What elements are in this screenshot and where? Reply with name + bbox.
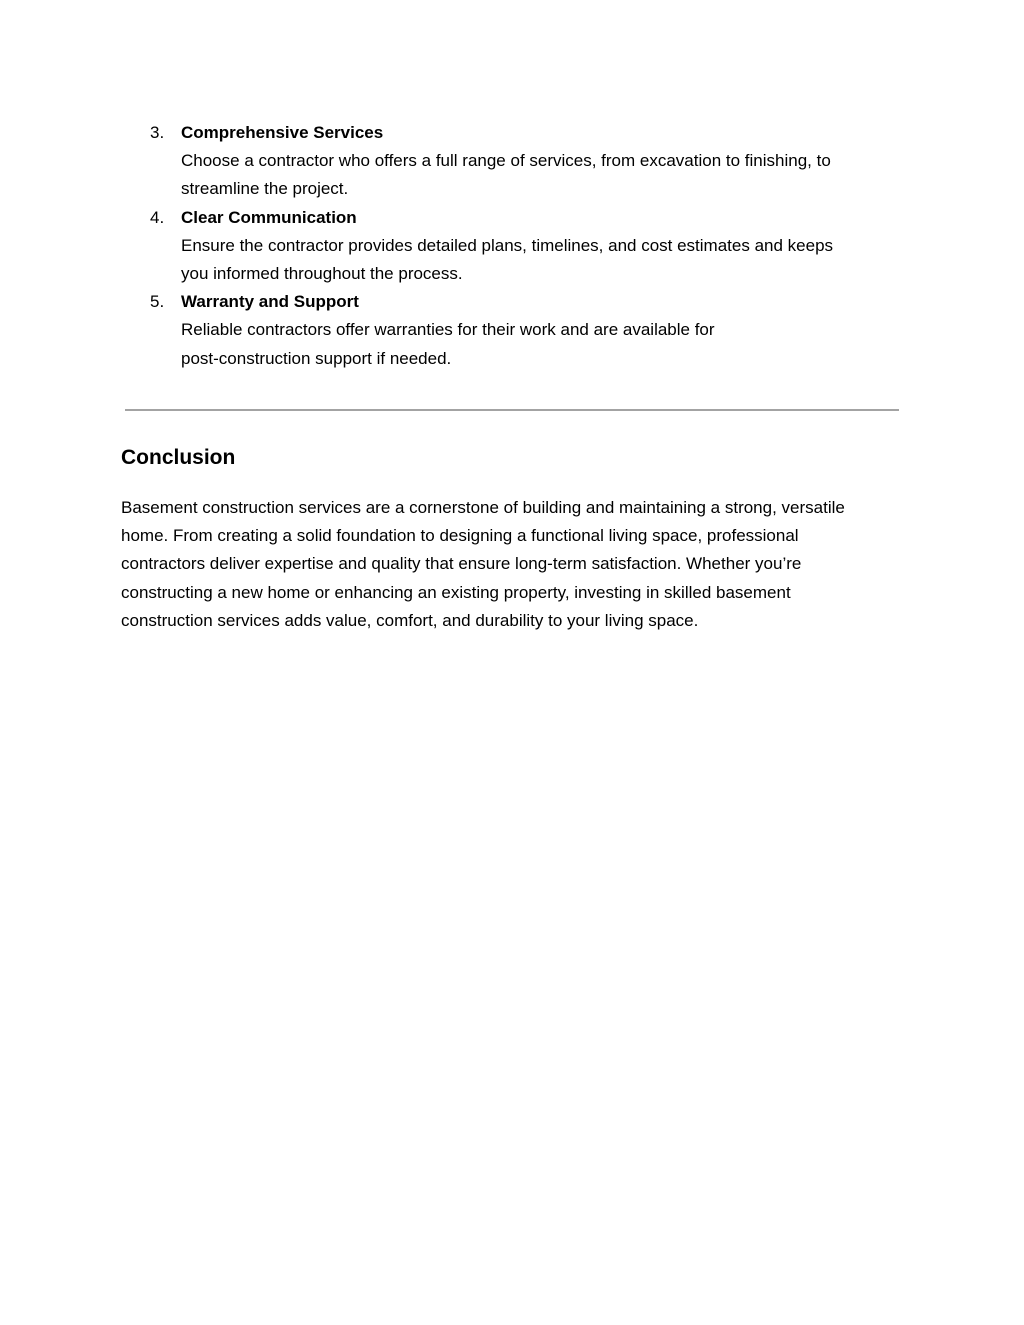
numbered-list	[148, 119, 908, 373]
conclusion-heading: Conclusion	[121, 446, 236, 469]
list-item	[148, 204, 908, 289]
paragraph-line: Basement construction services are a cornerstone of building and maintaining a strong, versatile	[121, 498, 845, 517]
list-item-text-line: Reliable contractors offer warranties for their work and are available for	[181, 320, 715, 340]
list-item-text-line: Choose a contractor who offers a full range of services, from excavation to finishing, to	[181, 151, 831, 171]
horizontal-divider	[125, 409, 899, 411]
list-item-number: 3.	[150, 123, 165, 142]
list-item-text-line: you informed throughout the process.	[181, 264, 463, 284]
list-item-text-line: Ensure the contractor provides detailed plans, timelines, and cost estimates and keeps	[181, 235, 834, 255]
list-item-number: 5.	[150, 292, 165, 312]
list-item	[148, 288, 908, 373]
paragraph-line: home. From creating a solid foundation to designing a functional living space, professional	[121, 526, 799, 546]
paragraph-line: contractors deliver expertise and quality that ensure long-term satisfaction. Whether you’re	[121, 554, 802, 574]
list-item-number: 4.	[150, 207, 165, 227]
list-item-title: Warranty and Support	[181, 292, 359, 312]
conclusion-paragraph	[121, 494, 911, 635]
list-item-title: Clear Communication	[181, 207, 357, 227]
list-item	[148, 119, 908, 204]
list-item-title: Comprehensive Services	[181, 123, 384, 142]
list-item-text-line: streamline the project.	[181, 179, 349, 199]
paragraph-line: construction services adds value, comfort, and durability to your living space.	[121, 610, 699, 630]
list-item-text-line: post-construction support if needed.	[181, 348, 452, 368]
paragraph-line: constructing a new home or enhancing an existing property, investing in skilled basement	[121, 582, 791, 602]
